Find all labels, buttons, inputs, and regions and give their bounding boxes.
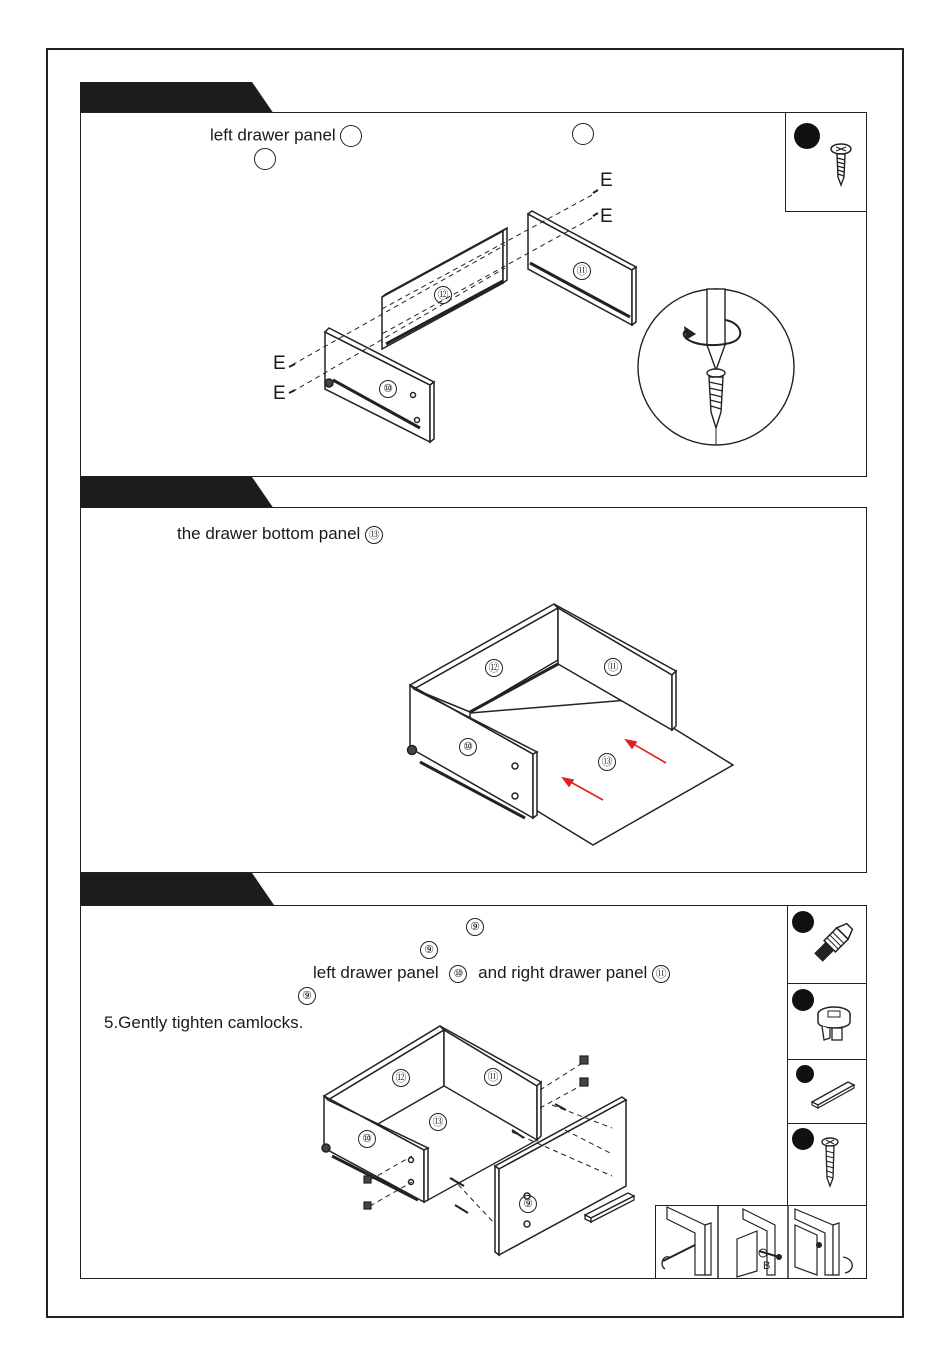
step-3-instruction-line5: 5.Gently tighten camlocks. (104, 1013, 304, 1032)
part-ref-10: ⑩ (449, 965, 467, 983)
panel-label-13: ⑬ (429, 1113, 447, 1131)
panel-label-10: ⑩ (358, 1130, 376, 1148)
panel-label-9: ⑨ (519, 1195, 537, 1213)
panel-label-12: ⑫ (434, 286, 452, 304)
step-3-text-part2: and right drawer panel (478, 963, 648, 982)
step-2-text-line1: the drawer bottom panel (177, 524, 361, 543)
screw-label-e: E (600, 206, 613, 227)
panel-label-11: ⑪ (573, 262, 591, 280)
detail-label-b: B (763, 1260, 771, 1272)
step-1-text-line1: left drawer panel (210, 125, 336, 145)
part-ref-9: ⑨ (298, 987, 316, 1005)
part-ref-11: ⑪ (652, 965, 670, 983)
panel-label-10: ⑩ (459, 738, 477, 756)
part-ref-9: ⑨ (420, 941, 438, 959)
screw-label-e: E (273, 353, 286, 374)
panel-label-11: ⑪ (604, 658, 622, 676)
part-ref-9: ⑨ (466, 918, 484, 936)
panel-label-11: ⑪ (484, 1068, 502, 1086)
panel-label-12: ⑫ (392, 1069, 410, 1087)
step-3-text-part1: left drawer panel (313, 963, 439, 982)
panel-label-10: ⑩ (379, 380, 397, 398)
panel-label-13: ⑬ (598, 753, 616, 771)
panel-label-12: ⑫ (485, 659, 503, 677)
screw-label-e: E (273, 383, 286, 404)
part-ref-13: ⑬ (365, 526, 383, 544)
screw-label-e: E (600, 170, 613, 191)
